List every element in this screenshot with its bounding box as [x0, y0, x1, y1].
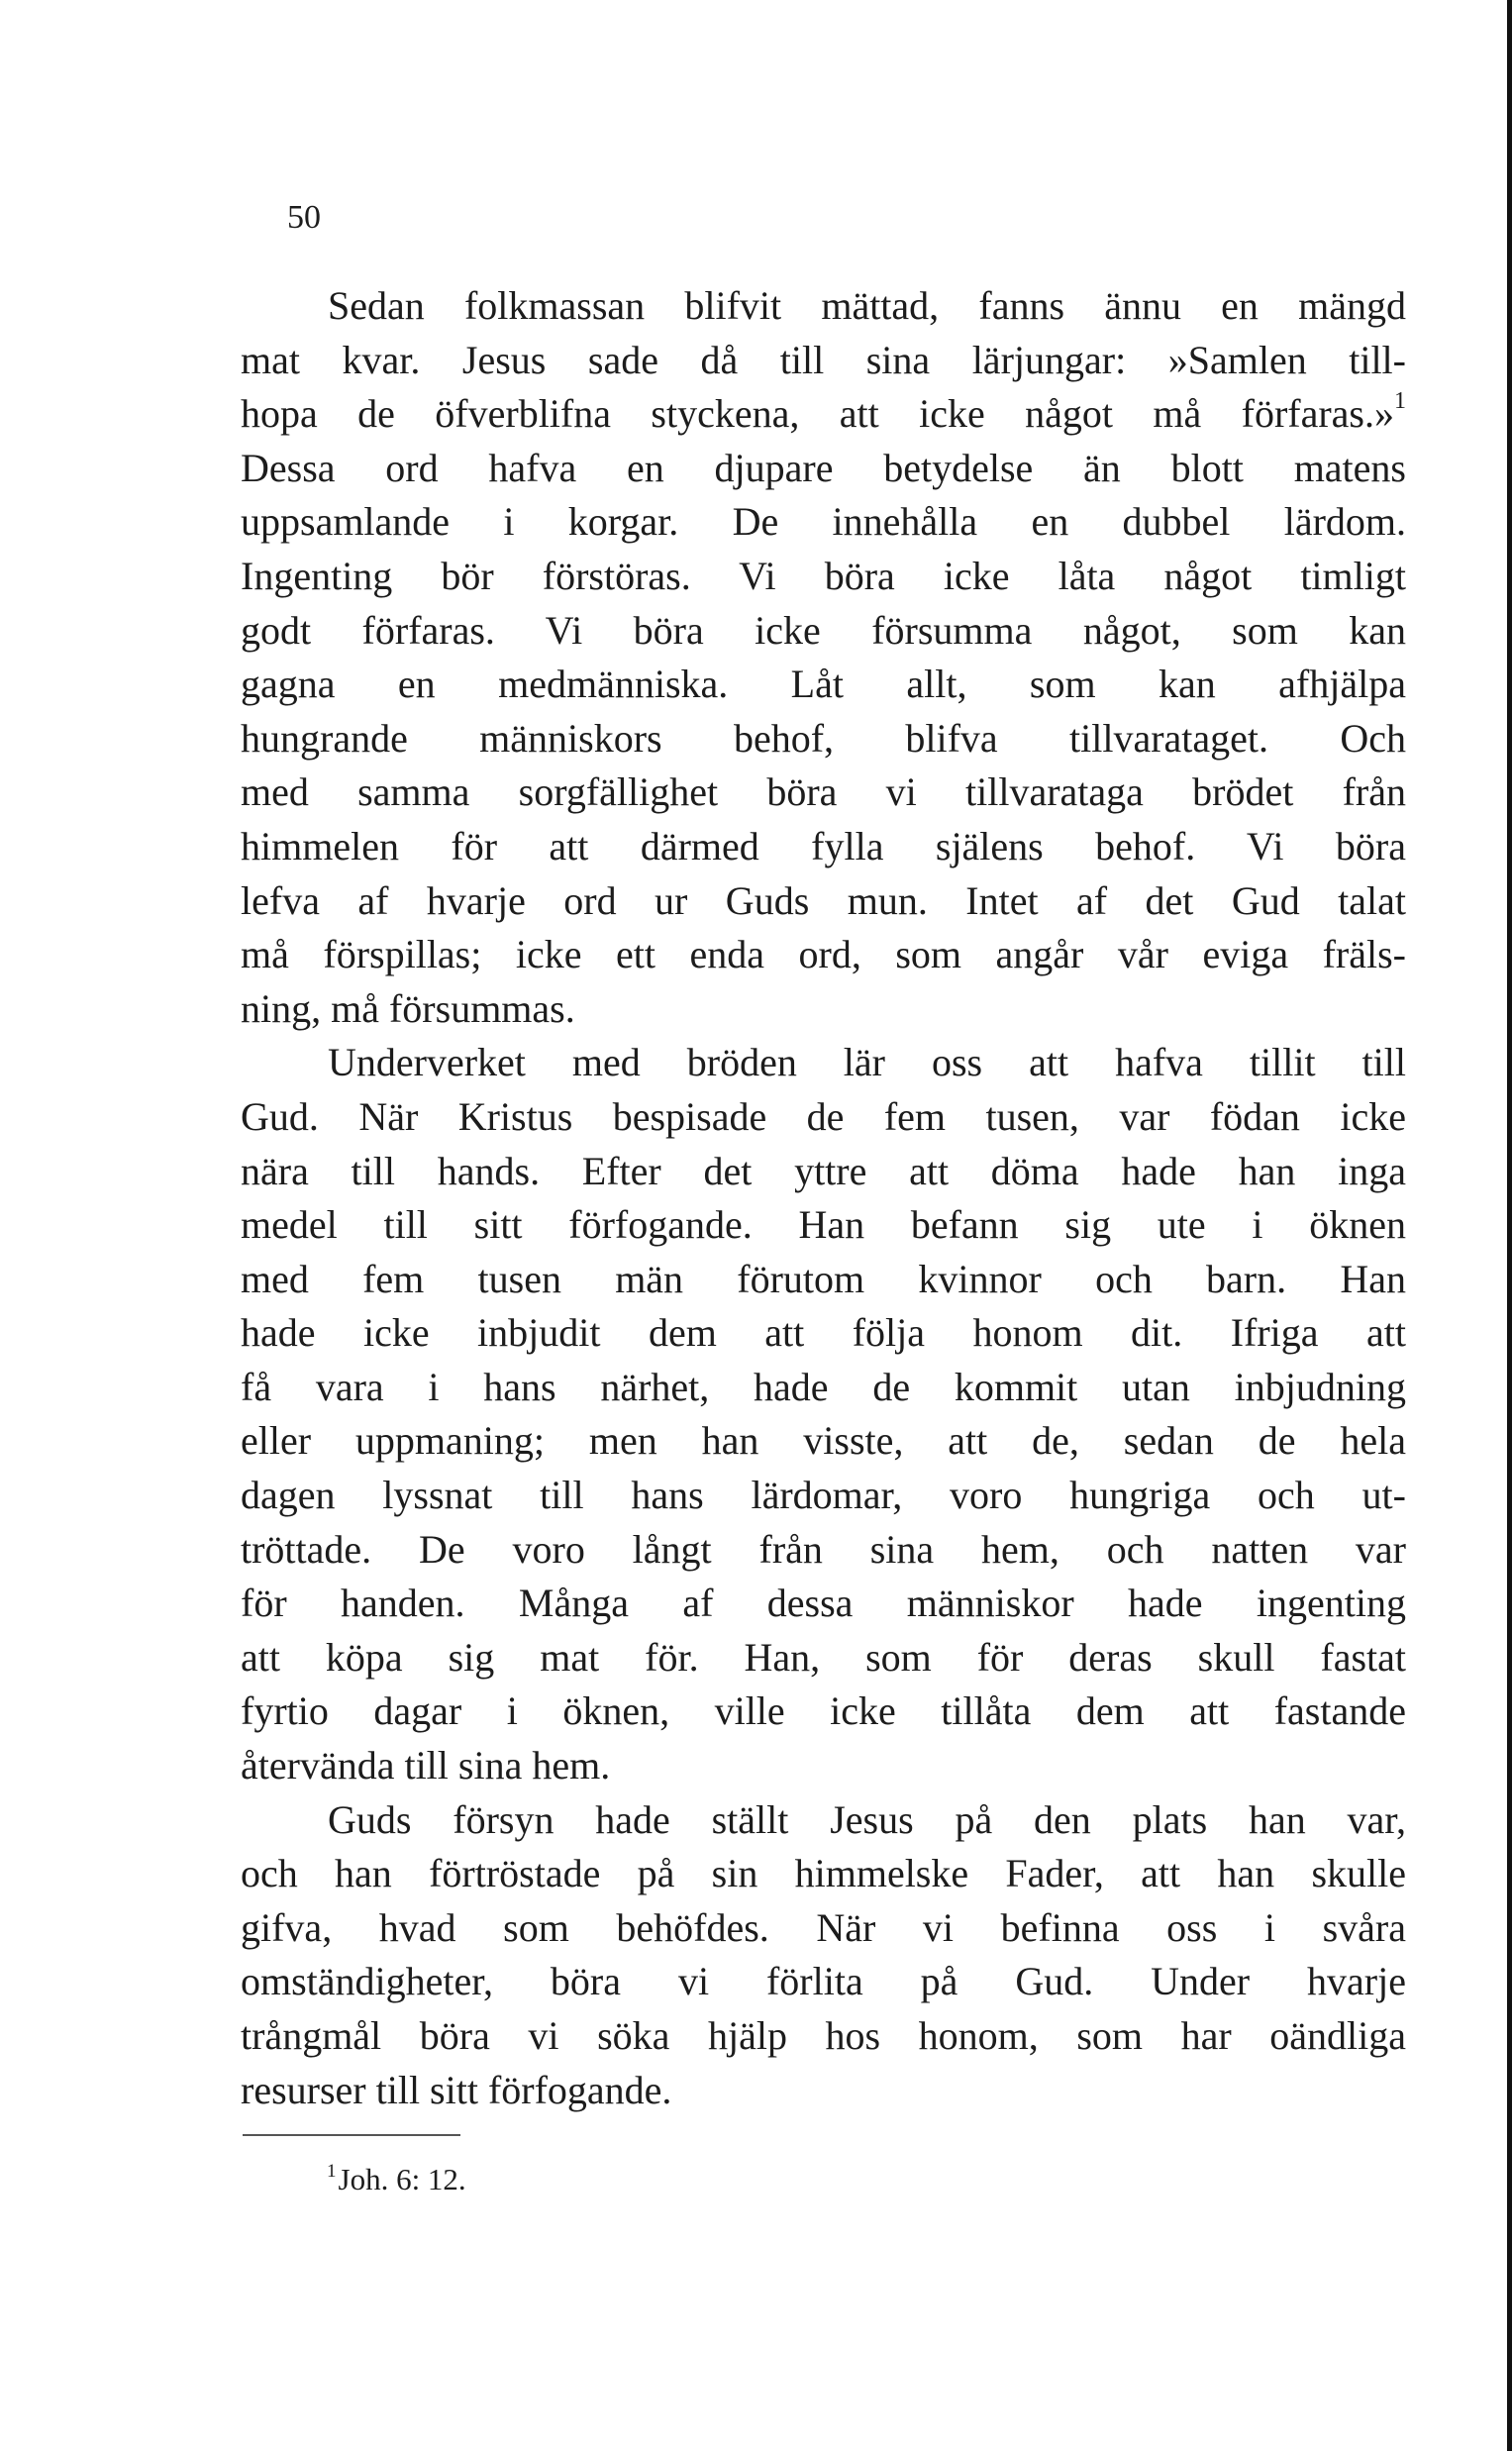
text-line: Ingenting bör förstöras. Vi böra icke låta något timligt [241, 553, 1406, 598]
page-number: 50 [287, 199, 321, 236]
text-line: nära till hands. Efter det yttre att döma hade han inga [241, 1148, 1406, 1193]
footnote-reference: 1 [1394, 388, 1406, 414]
text-line: eller uppmaning; men han visste, att de, sedan de hela [241, 1418, 1406, 1464]
paragraph-1 [241, 279, 1406, 1036]
text-line: återvända till sina hem. [241, 1743, 611, 1788]
text-line: med fem tusen män förutom kvinnor och barn. Han [241, 1256, 1406, 1301]
text-line: omständigheter, böra vi förlita på Gud. Under hvarje [241, 1959, 1406, 2004]
text-line: för handen. Många af dessa människor hade ingenting [241, 1581, 1406, 1626]
text-line: hopa de öfverblifna styckena, att icke något må förfaras.» [241, 391, 1394, 437]
text-line: Underverket med bröden lär oss att hafva tillit till [328, 1040, 1406, 1085]
body-text [241, 279, 1406, 2117]
text-line: få vara i hans närhet, hade de kommit utan inbjudning [241, 1364, 1406, 1409]
paragraph-2 [241, 1036, 1406, 1792]
text-line: fyrtio dagar i öknen, ville icke tillåta dem att fastande [241, 1688, 1406, 1734]
text-line: uppsamlande i korgar. De innehålla en dubbel lärdom. [241, 499, 1406, 545]
text-line: Guds försyn hade ställt Jesus på den plats han var, [328, 1796, 1406, 1842]
text-line: tröttade. De voro långt från sina hem, och natten var [241, 1526, 1406, 1572]
text-line: medel till sitt förfogande. Han befann sig ute i öknen [241, 1202, 1406, 1248]
text-line: gagna en medmänniska. Låt allt, som kan afhjälpa [241, 662, 1406, 707]
footnote-marker: 1 [327, 2160, 337, 2182]
text-line: mat kvar. Jesus sade då till sina lärjungar: »Samlen till- [241, 337, 1406, 382]
text-line: dagen lyssnat till hans lärdomar, voro hungriga och ut- [241, 1473, 1406, 1518]
text-line: Gud. När Kristus bespisade de fem tusen, var födan icke [241, 1093, 1406, 1139]
text-line: Sedan folkmassan blifvit mättad, fanns ännu en mängd [328, 283, 1406, 328]
text-line: med samma sorgfällighet böra vi tillvaratagа brödet från [241, 769, 1406, 815]
text-line: ning, må försummas. [241, 985, 575, 1031]
footnote-divider [243, 2134, 460, 2136]
text-line: himmelen för att därmed fylla själens behof. Vi böra [241, 823, 1406, 868]
footnote [327, 2160, 466, 2199]
paragraph-3 [241, 1793, 1406, 2118]
text-line: gifva, hvad som behöfdes. När vi befinna oss i svåra [241, 1904, 1406, 1950]
text-line: trångmål böra vi söka hjälp hos honom, som har oändliga [241, 2013, 1406, 2058]
text-line: hungrande människors behof, blifva tillvarataget. Och [241, 715, 1406, 761]
text-line: må förspillas; icke ett enda ord, som angår vår eviga fräls- [241, 932, 1406, 977]
text-line: hade icke inbjudit dem att följa honom dit. Ifriga att [241, 1310, 1406, 1356]
text-line: och han förtröstade på sin himmelske Fader, att han skulle [241, 1851, 1406, 1896]
page-edge-border [1507, 0, 1512, 2451]
text-line: lefva af hvarje ord ur Guds mun. Intet af det Gud talat [241, 877, 1406, 923]
text-line: resurser till sitt förfogande. [241, 2067, 672, 2112]
text-line: att köpa sig mat för. Han, som för deras skull fastat [241, 1634, 1406, 1680]
text-line-with-footnote [241, 387, 1406, 442]
footnote-text: Joh. 6: 12. [338, 2162, 466, 2196]
text-line: godt förfaras. Vi böra icke försumma något, som kan [241, 607, 1406, 653]
text-line: Dessa ord hafva en djupare betydelse än blott matens [241, 445, 1406, 490]
